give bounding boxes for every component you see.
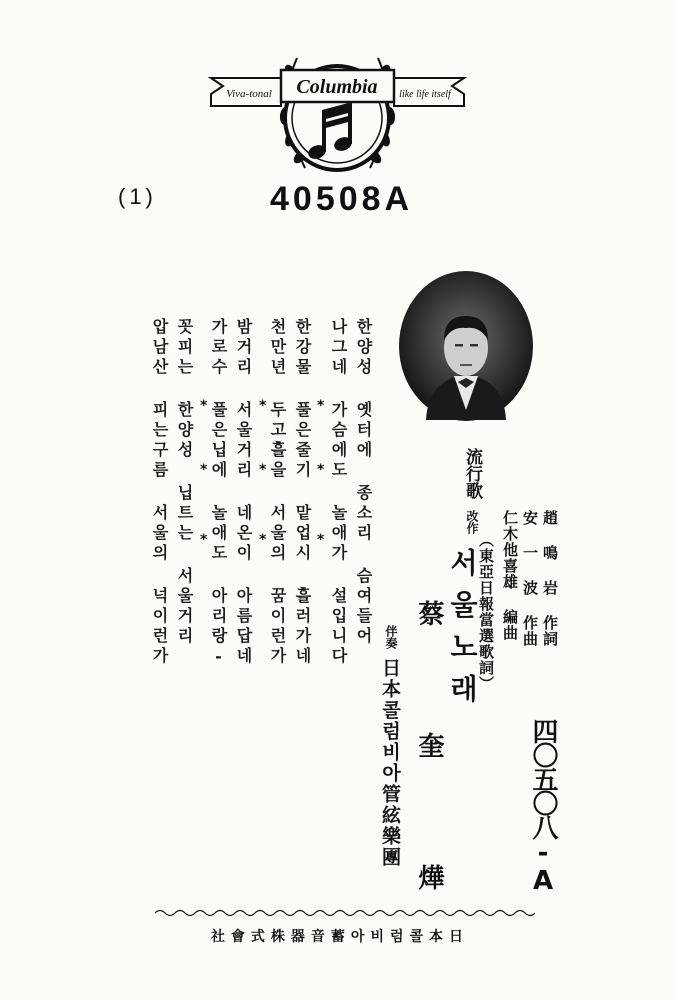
side-number: (1) bbox=[118, 184, 157, 209]
composer-credit: 安 一 波 作曲 bbox=[521, 510, 539, 647]
brand-name: Columbia bbox=[296, 76, 378, 98]
lyric-line: 압남산 피는구름 서울의 넉이런가 bbox=[150, 318, 169, 667]
svg-text:*: * bbox=[259, 462, 267, 478]
modified-label: 改作 bbox=[465, 510, 479, 534]
genre-label: 流行歌 bbox=[462, 448, 482, 499]
artist-name: 蔡 奎 燁 bbox=[414, 600, 444, 928]
svg-text:*: * bbox=[317, 398, 325, 414]
svg-text:*: * bbox=[317, 532, 325, 548]
svg-text:*: * bbox=[200, 398, 208, 414]
arranger-credit: 仁木他喜雄 編曲 bbox=[501, 510, 519, 641]
wavy-divider bbox=[155, 908, 535, 918]
left-banner-text: Viva-tonal bbox=[226, 88, 272, 100]
accompaniment-label: 伴奏 bbox=[384, 625, 398, 649]
svg-text:*: * bbox=[200, 532, 208, 548]
publisher-name: 日本콜럼비아蓄音器株式會社 bbox=[210, 929, 470, 945]
lyric-line: 꼿피는 한양성 닙트는 서울거리 bbox=[175, 318, 194, 647]
award-note: （東亞日報當選歌詞） bbox=[477, 532, 495, 692]
singer-portrait bbox=[398, 270, 534, 422]
svg-text:*: * bbox=[259, 398, 267, 414]
verse-asterisks bbox=[140, 380, 380, 560]
lyricist-credit: 趙 鳴 岩 作詞 bbox=[541, 510, 559, 647]
catalog-number-vertical: 四〇五〇八-A bbox=[528, 718, 558, 894]
svg-text:*: * bbox=[200, 462, 208, 478]
lyric-line: 한강물 풀은줄기 맡업시 흘러가네 bbox=[293, 318, 312, 667]
svg-text:*: * bbox=[259, 532, 267, 548]
song-title: 서울노래 bbox=[446, 548, 479, 716]
lyric-line: 천만년 두고흘을 서울의 꿈이런가 bbox=[268, 318, 287, 667]
lyric-line: 나그네 가슴에도 놀애가 설입니다 bbox=[329, 318, 348, 667]
catalog-number: 40508A bbox=[270, 180, 414, 218]
accompaniment: 日本콜럼비아管絃樂團 bbox=[379, 658, 401, 868]
lyric-line: 한양성 옛터에 종소리 슴여들어 bbox=[354, 318, 373, 647]
svg-text:*: * bbox=[317, 462, 325, 478]
right-banner-text: like life itself bbox=[399, 89, 451, 100]
lyric-line: 가로수 풀은닙에 놀애도 아리랑- bbox=[209, 318, 228, 670]
lyric-line: 밤거리 서울거리 네온이 아름답네 bbox=[234, 318, 253, 667]
columbia-logo bbox=[205, 28, 470, 188]
